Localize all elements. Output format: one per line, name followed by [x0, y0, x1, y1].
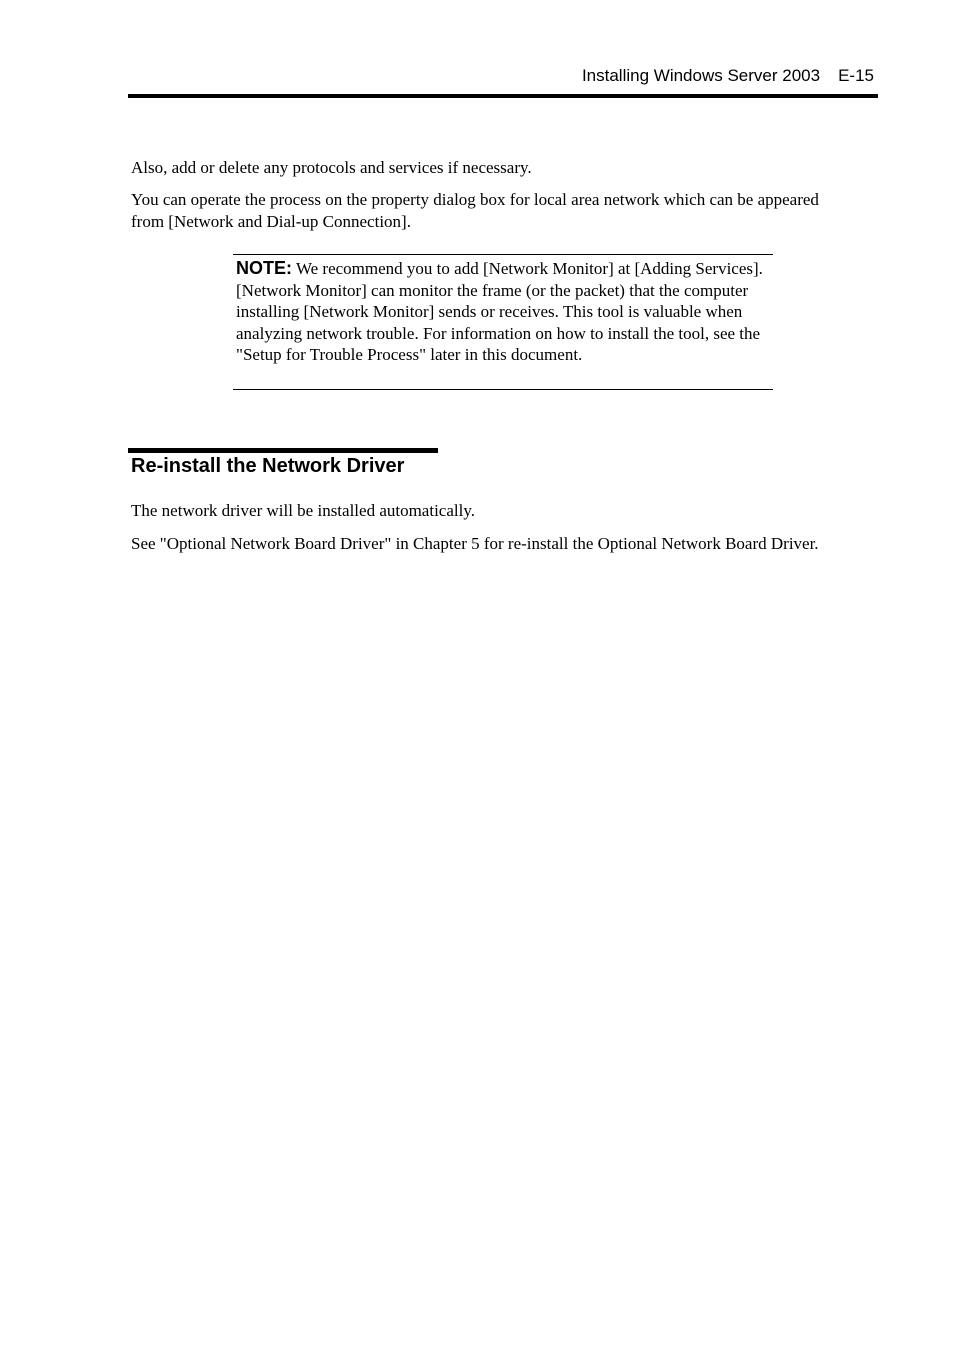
header-title: Installing Windows Server 2003	[581, 66, 821, 85]
note-label: NOTE:	[236, 258, 292, 278]
page-number: E-15	[838, 66, 874, 85]
paragraph-optional-driver: See "Optional Network Board Driver" in Chapter 5 for re-install the Optional Network Board Driver.	[131, 534, 819, 553]
note-box	[233, 254, 773, 390]
paragraph-protocols: Also, add or delete any protocols and services if necessary.	[131, 158, 532, 177]
paragraph-driver-auto: The network driver will be installed automatically.	[131, 501, 475, 520]
page-header	[128, 64, 878, 98]
section-title: Re-install the Network Driver	[131, 455, 405, 477]
header-text	[582, 66, 874, 86]
paragraph-property-dialog: You can operate the process on the property dialog box for local area network which can be appeared from [Network and Dial-up Connection].	[131, 190, 819, 231]
note-text: We recommend you to add [Network Monitor] at [Adding Services]. [Network Monitor] can monitor the frame (or the packet) that the computer installing [Network Monitor] sends or receives. This tool is valuable when analyzing network trouble. For information on how to install the tool, see the "Setup for Trouble Process" later in this document.	[236, 259, 763, 364]
